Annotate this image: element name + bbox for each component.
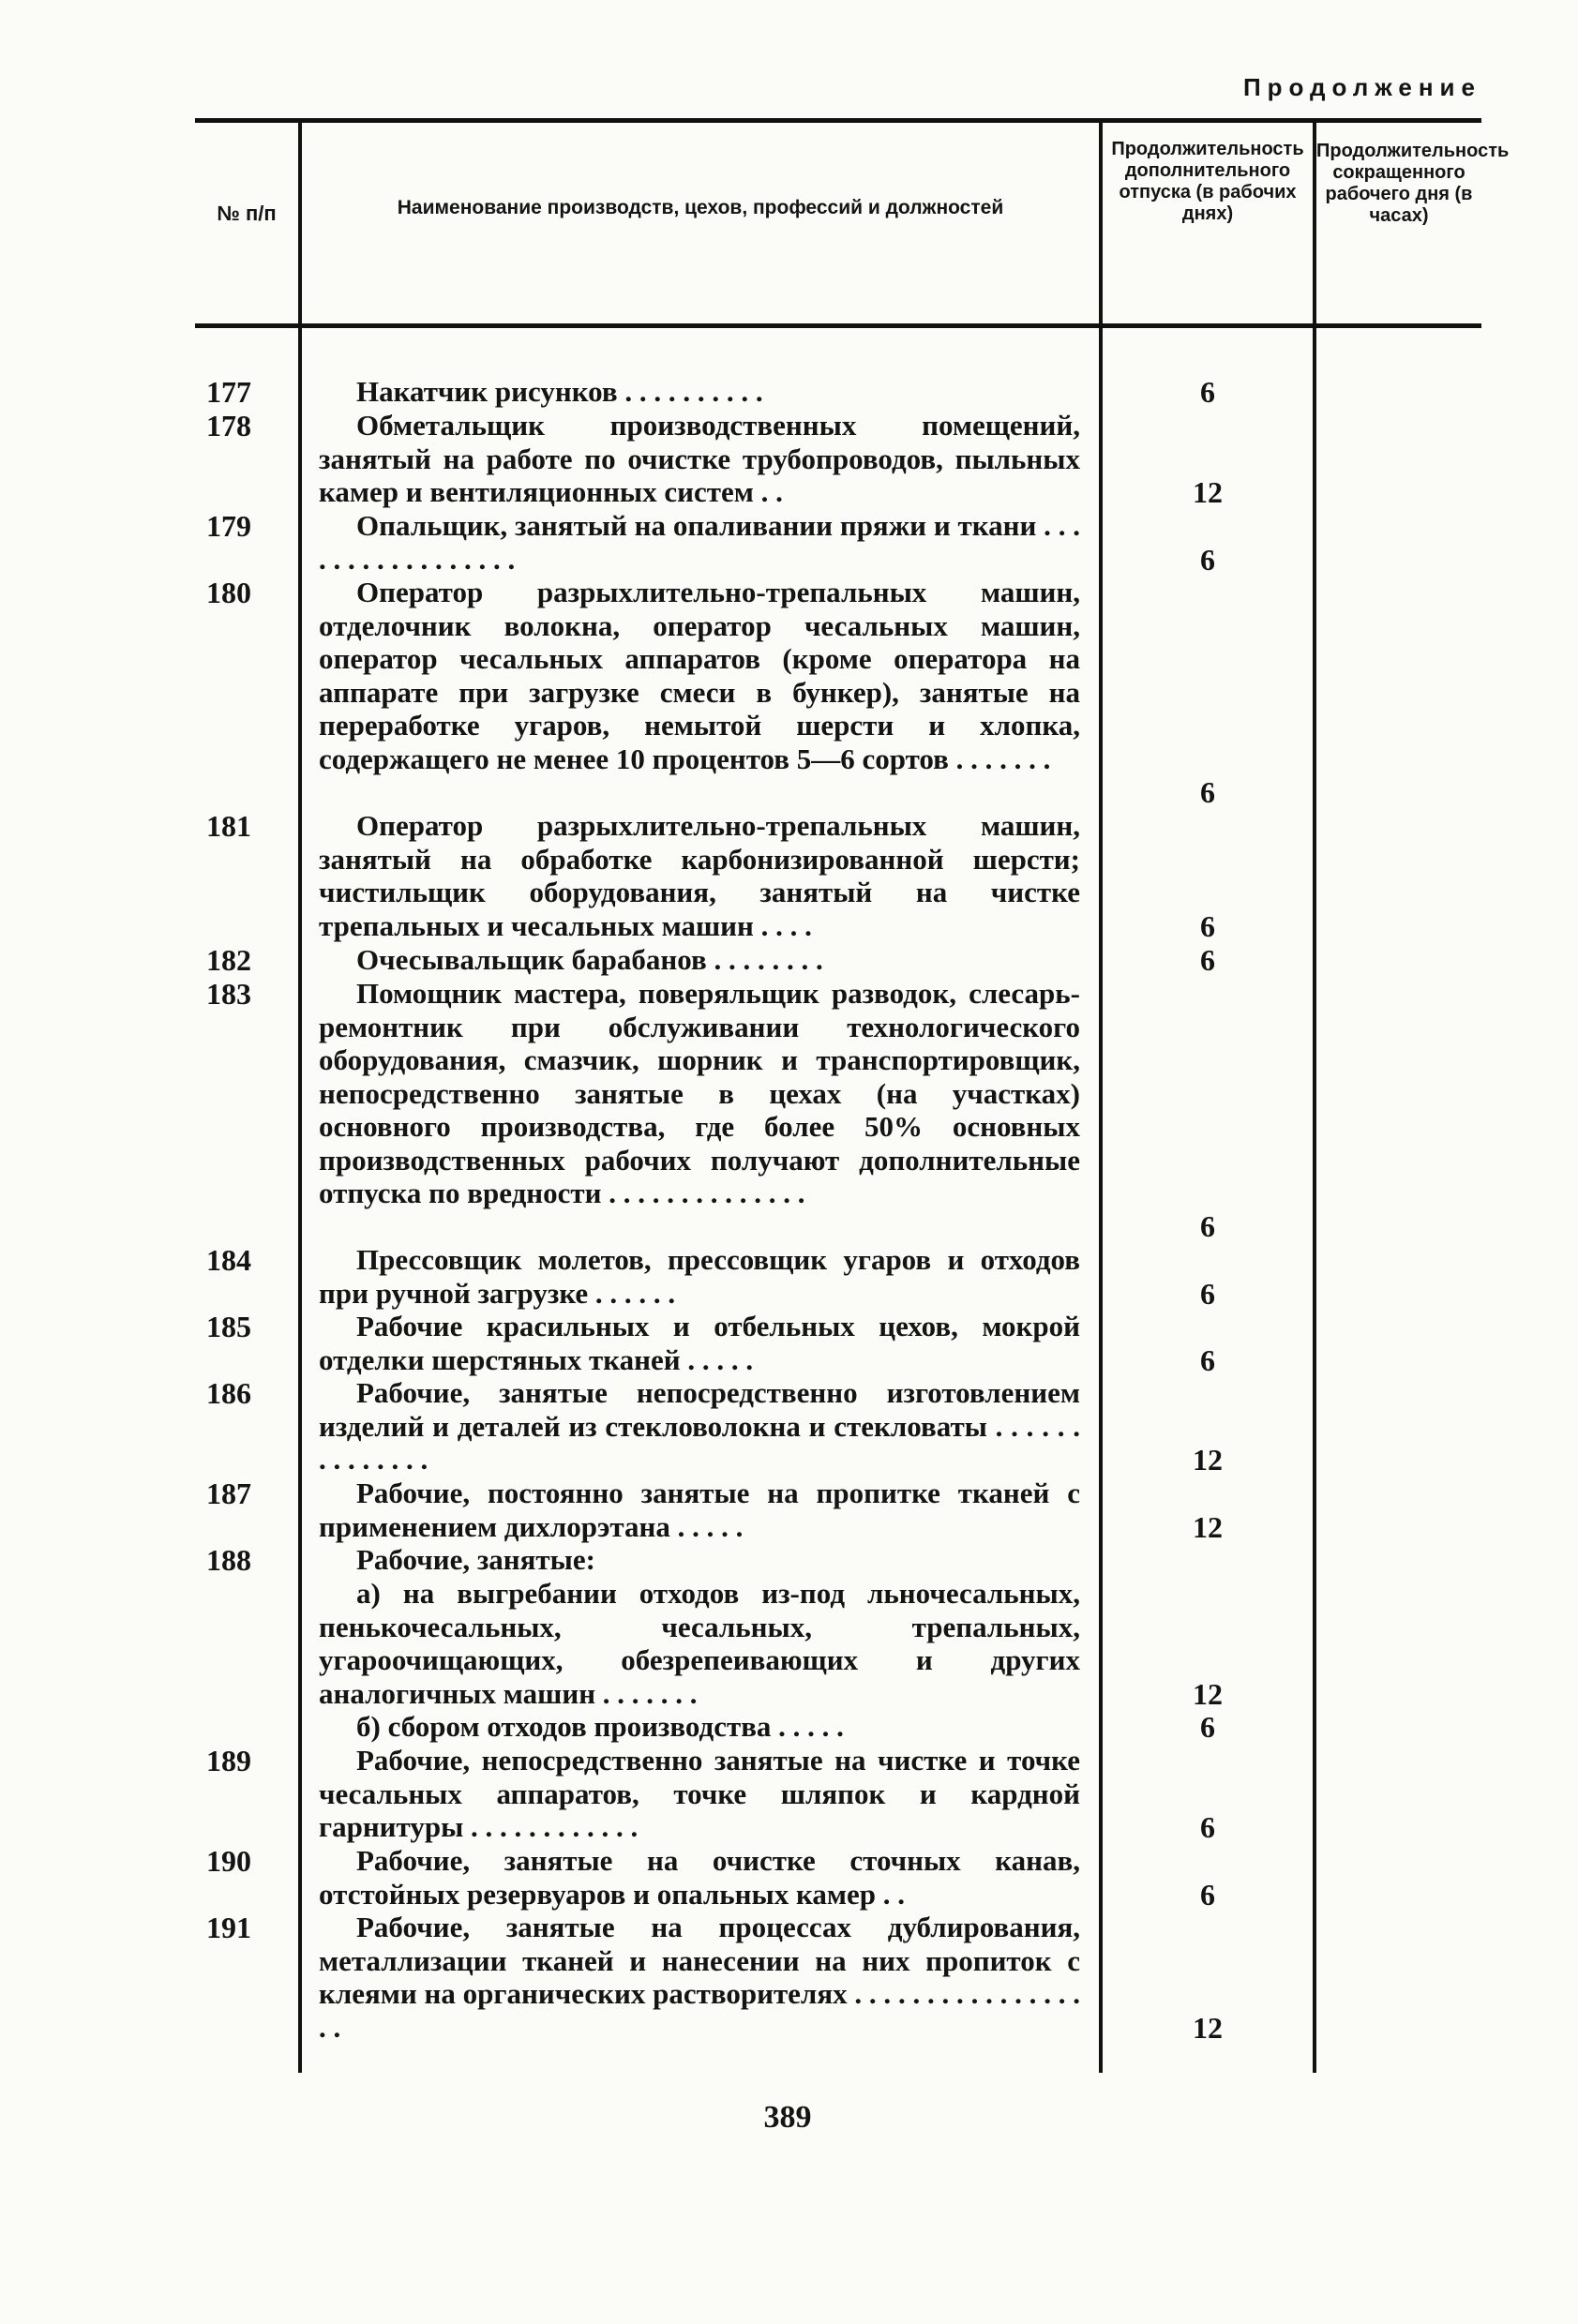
row-number: 185 <box>206 1310 251 1343</box>
row-additional-leave: 12 <box>1193 2011 1223 2045</box>
row-additional-leave: 6 <box>1200 1878 1215 1912</box>
page-number: 389 <box>763 2100 812 2135</box>
header-reduced-day: Продолжительность сокращенного рабочего дня (в часах) <box>1316 141 1510 226</box>
table-header-rule <box>195 323 1481 328</box>
row-name: Рабочие, непосредственно занятые на чистке и точке чесальных аппаратов, точке шляпок и кардной гарнитуры . . . . . . . . . . . . <box>319 1744 1080 1843</box>
row-number: 187 <box>206 1477 251 1510</box>
row-additional-leave: 6 <box>1200 375 1215 409</box>
row-name: Обметальщик производственных помещений, занятый на работе по очистке трубопроводов, пыльных камер и вентиляционных систем . . <box>319 409 1080 508</box>
row-additional-leave: 6 <box>1200 775 1215 809</box>
row-name: Оператор разрыхлительно-трепальных машин, отделочник волокна, оператор чесальных машин, оператор чесальных аппаратов (кроме оператора на аппарате при загрузке смеси в бункер), занятые на переработке угаров, немытой шерсти и хлопка, содержащего не менее 10 процентов 5—6 сортов . . . . . . . <box>319 576 1080 775</box>
table-top-rule <box>195 118 1481 123</box>
row-name: Рабочие красильных и отбельных цехов, мокрой отделки шерстяных тканей . . . . . <box>319 1310 1080 1376</box>
row-name: Оператор разрыхлительно-трепальных машин, занятый на обработке карбонизированной шерсти; чистильщик оборудования, занятый на чистке трепальных и чесальных машин . . . . <box>319 809 1080 942</box>
row-name: Рабочие, постоянно занятые на пропитке тканей с применением дихлорэтана . . . . . <box>319 1477 1080 1543</box>
row-number: 184 <box>206 1243 251 1277</box>
row-number: 181 <box>206 809 251 843</box>
header-additional-leave: Продолжительность дополнительного отпуска (в рабочих днях) <box>1111 139 1304 224</box>
row-number: 179 <box>206 509 251 543</box>
row-number: 191 <box>206 1911 251 1944</box>
row-name: Рабочие, занятые на процессах дублирования, металлизации тканей и нанесении на них пропиток с клеями на органических растворителях . . . . . . . . . . . . . . . . . . <box>319 1911 1080 2044</box>
row-number: 180 <box>206 576 251 609</box>
row-additional-leave: 6 <box>1200 543 1215 577</box>
row-name: Рабочие, занятые: <box>356 1543 595 1576</box>
row-number: 178 <box>206 409 251 442</box>
column-divider-3 <box>1313 123 1316 2073</box>
row-additional-leave: 6 <box>1200 1277 1215 1311</box>
row-additional-leave: 12 <box>1193 475 1223 509</box>
row-number: 183 <box>206 977 251 1011</box>
row-additional-leave: 12 <box>1193 1443 1223 1477</box>
column-divider-1 <box>298 123 302 2073</box>
row-name: б) сбором отходов производства . . . . . <box>356 1710 844 1743</box>
row-additional-leave: 6 <box>1200 1343 1215 1377</box>
row-additional-leave: 6 <box>1200 1810 1215 1844</box>
row-name: Прессовщик молетов, прессовщик угаров и отходов при ручной загрузке . . . . . . <box>319 1243 1080 1310</box>
row-number: 190 <box>206 1844 251 1878</box>
continued-label: Продолжение <box>1242 73 1481 101</box>
row-number: 186 <box>206 1376 251 1410</box>
header-name: Наименование производств, цехов, профессий и должностей <box>397 197 1004 218</box>
column-divider-2 <box>1099 123 1103 2073</box>
row-name: Рабочие, занятые на очистке сточных канав, отстойных резервуаров и опальных камер . . <box>319 1844 1080 1911</box>
row-additional-leave: 6 <box>1200 1209 1215 1243</box>
row-additional-leave: 6 <box>1200 909 1215 943</box>
row-additional-leave: 6 <box>1200 943 1215 977</box>
row-name: Накатчик рисунков . . . . . . . . . . <box>356 375 763 408</box>
row-name: Опальщик, занятый на опаливании пряжи и ткани . . . . . . . . . . . . . . . . . <box>319 509 1080 576</box>
row-additional-leave: 12 <box>1193 1677 1223 1711</box>
row-number: 177 <box>206 375 251 409</box>
header-number: № п/п <box>217 202 277 225</box>
row-number: 189 <box>206 1744 251 1777</box>
row-name: Очесывальщик барабанов . . . . . . . . <box>356 943 823 976</box>
row-name: Помощник мастера, поверяльщик разводок, слесарь-ремонтник при обслуживании технологического оборудования, смазчик, шорник и транспортировщик, непосредственно занятые в цехах (на участках) основного производства, где более 50% основных производственных рабочих получают дополнительные отпуска по вредности . . . . . . . . . . . . . . <box>319 977 1080 1209</box>
row-additional-leave: 6 <box>1200 1710 1215 1744</box>
row-number: 182 <box>206 943 251 977</box>
row-name: а) на выгребании отходов из-под льночесальных, пенькочесальных, чесальных, трепальных, угароочищающих, обезрепеивающих и других аналогичных машин . . . . . . . <box>319 1577 1080 1710</box>
row-additional-leave: 12 <box>1193 1510 1223 1544</box>
row-name: Рабочие, занятые непосредственно изготовлением изделий и деталей из стекловолокна и стекловаты . . . . . . . . . . . . . . <box>319 1376 1080 1476</box>
row-number: 188 <box>206 1543 251 1577</box>
